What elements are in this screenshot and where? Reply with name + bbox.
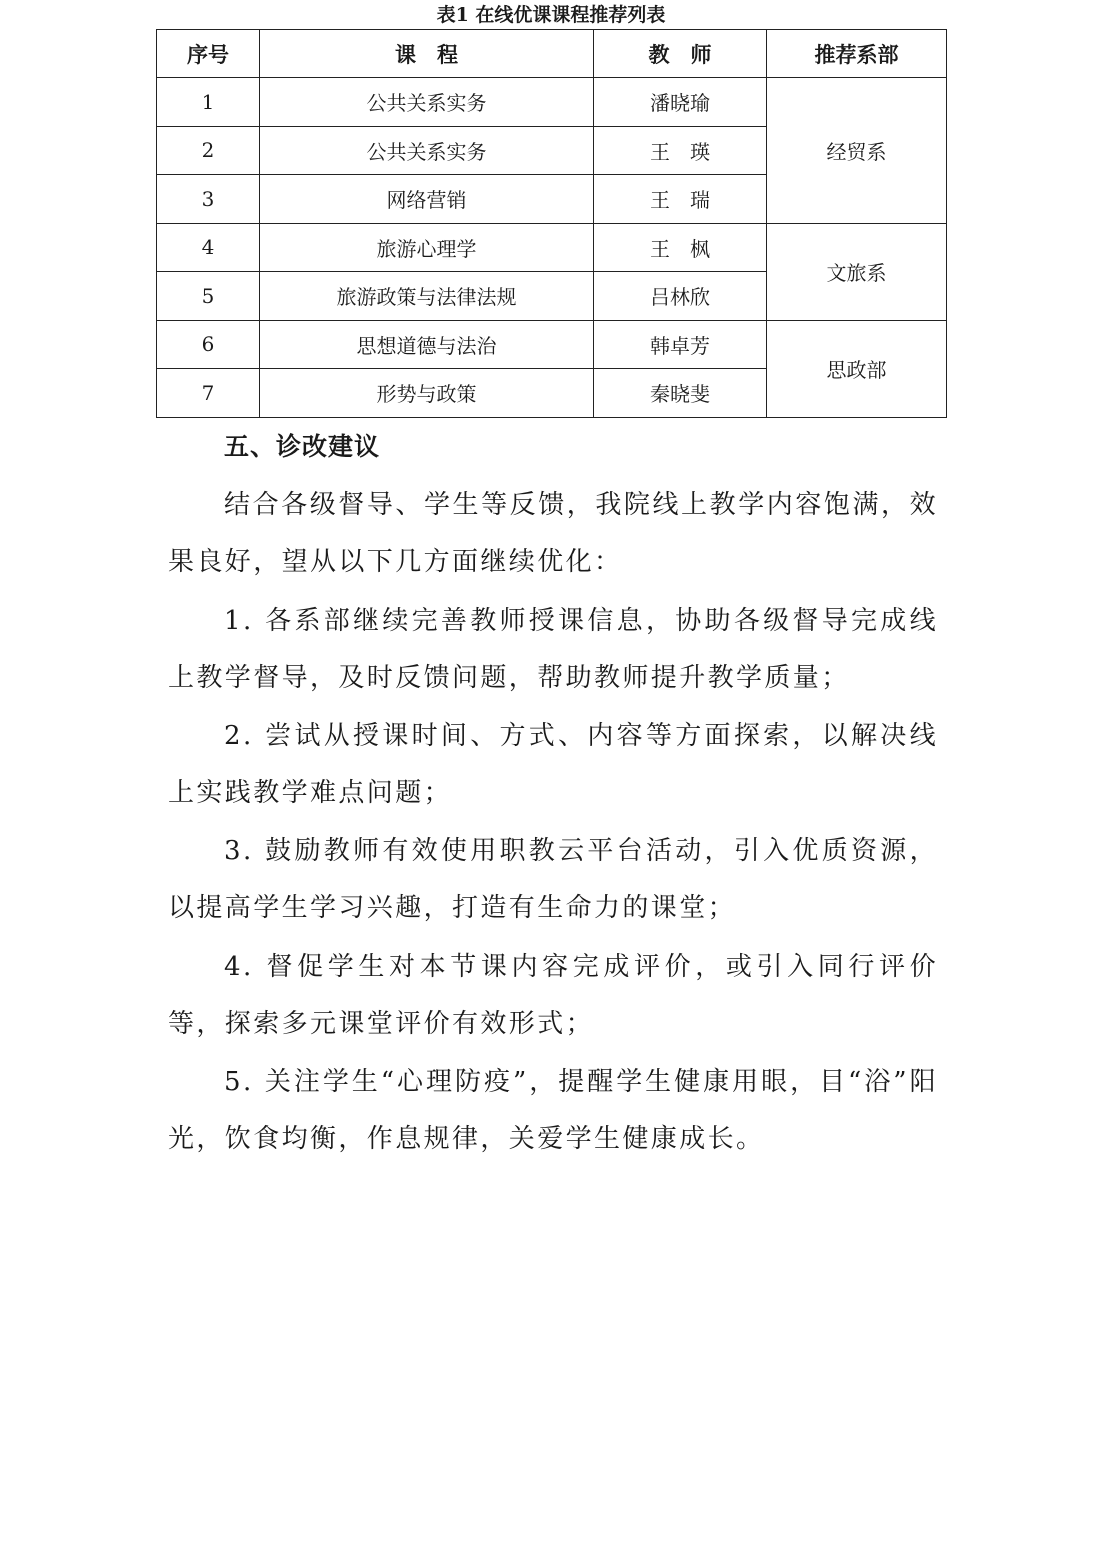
cell-teacher: 潘晓瑜 [594, 78, 767, 127]
cell-no: 7 [157, 369, 260, 418]
cell-no: 4 [157, 223, 260, 272]
suggestion-item-1: 1. 各系部继续完善教师授课信息，协助各级督导完成线上教学督导，及时反馈问题，帮助教师提升教学质量； [168, 606, 938, 693]
table-header-row [157, 30, 947, 78]
section-heading: 五、诊改建议 [224, 432, 381, 461]
suggestion-item-5: 5. 关注学生“心理防疫”，提醒学生健康用眼，目“浴”阳光，饮食均衡，作息规律，关爱学生健康成长。 [168, 1067, 938, 1154]
cell-department: 文旅系 [767, 223, 947, 320]
suggestion-item-3: 3. 鼓励教师有效使用职教云平台活动，引入优质资源，以提高学生学习兴趣，打造有生命力的课堂； [168, 836, 938, 923]
cell-teacher: 王 瑛 [594, 126, 767, 175]
header-no: 序号 [157, 30, 260, 78]
suggestion-item-2: 2. 尝试从授课时间、方式、内容等方面探索，以解决线上实践教学难点问题； [168, 721, 938, 808]
header-teacher: 教 师 [594, 30, 767, 78]
cell-course: 旅游政策与法律法规 [260, 272, 594, 321]
cell-teacher: 王 枫 [594, 223, 767, 272]
table-caption: 表1 在线优课课程推荐列表 [436, 4, 666, 26]
cell-no: 5 [157, 272, 260, 321]
cell-no: 6 [157, 320, 260, 369]
cell-course: 形势与政策 [260, 369, 594, 418]
cell-no: 2 [157, 126, 260, 175]
table-row [157, 223, 947, 272]
intro-paragraph: 结合各级督导、学生等反馈，我院线上教学内容饱满，效果良好，望从以下几方面继续优化： [168, 490, 938, 577]
cell-course: 网络营销 [260, 175, 594, 224]
cell-no: 1 [157, 78, 260, 127]
suggestion-item-4: 4. 督促学生对本节课内容完成评价，或引入同行评价等，探索多元课堂评价有效形式； [168, 952, 938, 1039]
cell-course: 旅游心理学 [260, 223, 594, 272]
course-table [156, 29, 947, 418]
cell-teacher: 王 瑞 [594, 175, 767, 224]
cell-department: 经贸系 [767, 78, 947, 224]
cell-teacher: 秦晓斐 [594, 369, 767, 418]
table-row [157, 320, 947, 369]
table-row [157, 78, 947, 127]
cell-department: 思政部 [767, 320, 947, 417]
cell-course: 思想道德与法治 [260, 320, 594, 369]
cell-course: 公共关系实务 [260, 78, 594, 127]
cell-course: 公共关系实务 [260, 126, 594, 175]
header-department: 推荐系部 [767, 30, 947, 78]
cell-teacher: 韩卓芳 [594, 320, 767, 369]
header-course: 课 程 [260, 30, 594, 78]
cell-teacher: 吕林欣 [594, 272, 767, 321]
cell-no: 3 [157, 175, 260, 224]
